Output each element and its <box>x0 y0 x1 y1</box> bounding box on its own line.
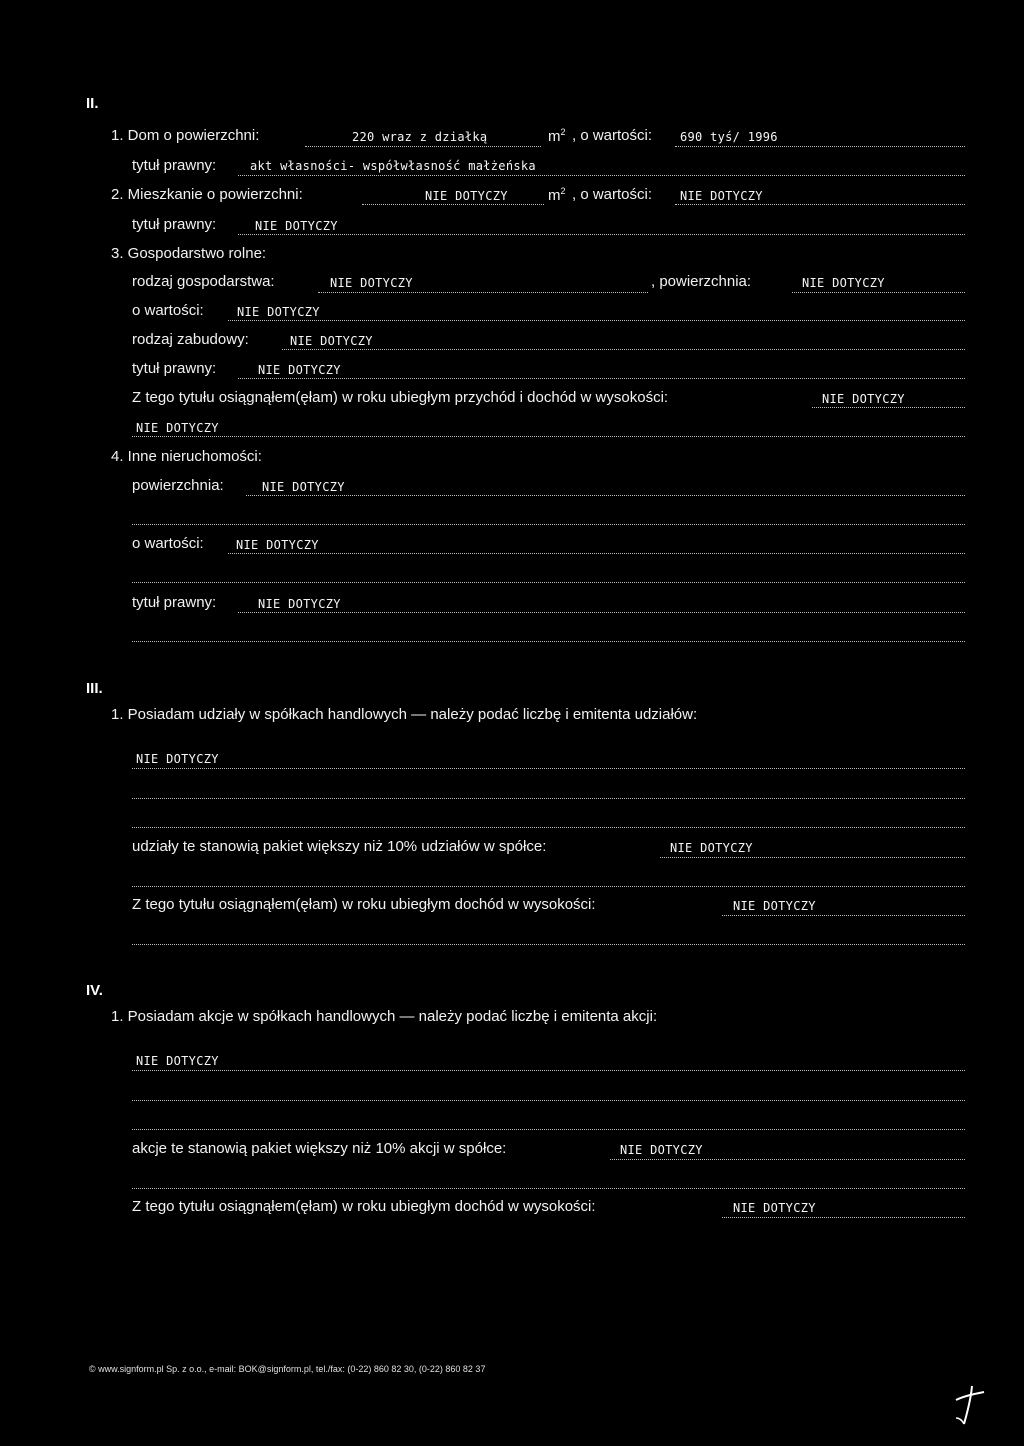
dotted-line <box>132 1100 965 1101</box>
stocks-packet-label: akcje te stanowią pakiet większy niż 10% akcji w spółce: <box>132 1140 507 1157</box>
dotted-line <box>238 234 965 235</box>
section-4-title: IV. <box>86 982 103 999</box>
dotted-line <box>132 1129 965 1130</box>
shares-packet-value: NIE DOTYCZY <box>670 841 753 855</box>
dotted-line <box>132 886 965 887</box>
other-value: NIE DOTYCZY <box>236 538 319 552</box>
flat-area-value: NIE DOTYCZY <box>425 189 508 203</box>
dotted-line <box>132 1188 965 1189</box>
dotted-line <box>132 798 965 799</box>
other-title-label: tytuł prawny: <box>132 594 217 611</box>
flat-value: NIE DOTYCZY <box>680 189 763 203</box>
other-title-value: NIE DOTYCZY <box>258 597 341 611</box>
dotted-line <box>660 857 965 858</box>
dotted-line <box>610 1159 965 1160</box>
shares-income-value: NIE DOTYCZY <box>733 899 816 913</box>
farm-label: 3. Gospodarstwo rolne: <box>111 245 267 262</box>
dotted-line <box>132 944 965 945</box>
farm-title-value: NIE DOTYCZY <box>258 363 341 377</box>
dotted-line <box>675 146 965 147</box>
farm-income-value-2: NIE DOTYCZY <box>136 421 219 435</box>
flat-title-label: tytuł prawny: <box>132 216 217 233</box>
house-label: 1. Dom o powierzchni: <box>111 127 260 144</box>
shares-label: 1. Posiadam udziały w spółkach handlowych — należy podać liczbę i emitenta udziałów: <box>111 706 698 723</box>
dotted-line <box>132 827 965 828</box>
house-value-label: , o wartości: <box>572 127 653 144</box>
dotted-line <box>132 1070 965 1071</box>
dotted-line <box>132 582 965 583</box>
farm-build-label: rodzaj zabudowy: <box>132 331 249 348</box>
stocks-income-label: Z tego tytułu osiągnąłem(ęłam) w roku ubiegłym dochód w wysokości: <box>132 1198 596 1215</box>
dotted-line <box>132 436 965 437</box>
dotted-line <box>132 524 965 525</box>
farm-value-label: o wartości: <box>132 302 204 319</box>
dotted-line <box>722 915 965 916</box>
house-value: 690 tyś/ 1996 <box>680 130 778 144</box>
other-area-value: NIE DOTYCZY <box>262 480 345 494</box>
house-unit: $m^2$ <box>548 127 566 145</box>
section-2-title: II. <box>86 95 99 112</box>
stocks-label: 1. Posiadam akcje w spółkach handlowych — należy podać liczbę i emitenta akcji: <box>111 1008 658 1025</box>
dotted-line <box>246 495 965 496</box>
other-property-label: 4. Inne nieruchomości: <box>111 448 262 465</box>
dotted-line <box>812 407 965 408</box>
dotted-line <box>228 320 965 321</box>
farm-area-label: , powierzchnia: <box>651 273 752 290</box>
farm-value: NIE DOTYCZY <box>237 305 320 319</box>
farm-build-value: NIE DOTYCZY <box>290 334 373 348</box>
dotted-line <box>305 146 541 147</box>
dotted-line <box>318 292 648 293</box>
dotted-line <box>675 204 965 205</box>
shares-value: NIE DOTYCZY <box>136 752 219 766</box>
farm-title-label: tytuł prawny: <box>132 360 217 377</box>
section-3-title: III. <box>86 680 103 697</box>
stocks-packet-value: NIE DOTYCZY <box>620 1143 703 1157</box>
dotted-line <box>282 349 965 350</box>
dotted-line <box>792 292 965 293</box>
house-title-value: akt własności- współwłasność małżeńska <box>250 159 536 173</box>
footer-copyright: © www.signform.pl Sp. z o.o., e-mail: BOK@signform.pl, tel./fax: (0-22) 860 82 30, (0-22) 860 82 37 <box>89 1364 486 1374</box>
dotted-line <box>722 1217 965 1218</box>
initials-signature <box>950 1380 990 1428</box>
dotted-line <box>362 204 544 205</box>
house-area-value: 220 wraz z działką <box>352 130 488 144</box>
farm-type-value: NIE DOTYCZY <box>330 276 413 290</box>
dotted-line <box>238 612 965 613</box>
flat-unit: $m^2$ <box>548 186 566 204</box>
dotted-line <box>228 553 965 554</box>
dotted-line <box>132 641 965 642</box>
shares-income-label: Z tego tytułu osiągnąłem(ęłam) w roku ubiegłym dochód w wysokości: <box>132 896 596 913</box>
flat-value-label: , o wartości: <box>572 186 653 203</box>
farm-income-value: NIE DOTYCZY <box>822 392 905 406</box>
stocks-value: NIE DOTYCZY <box>136 1054 219 1068</box>
stocks-income-value: NIE DOTYCZY <box>733 1201 816 1215</box>
house-title-label: tytuł prawny: <box>132 157 217 174</box>
other-area-label: powierzchnia: <box>132 477 224 494</box>
farm-type-label: rodzaj gospodarstwa: <box>132 273 275 290</box>
flat-label: 2. Mieszkanie o powierzchni: <box>111 186 303 203</box>
farm-area-value: NIE DOTYCZY <box>802 276 885 290</box>
shares-packet-label: udziały te stanowią pakiet większy niż 10% udziałów w spółce: <box>132 838 547 855</box>
dotted-line <box>238 378 965 379</box>
other-value-label: o wartości: <box>132 535 204 552</box>
flat-title-value: NIE DOTYCZY <box>255 219 338 233</box>
dotted-line <box>132 768 965 769</box>
farm-income-label: Z tego tytułu osiągnąłem(ęłam) w roku ubiegłym przychód i dochód w wysokości: <box>132 389 669 406</box>
dotted-line <box>238 175 965 176</box>
